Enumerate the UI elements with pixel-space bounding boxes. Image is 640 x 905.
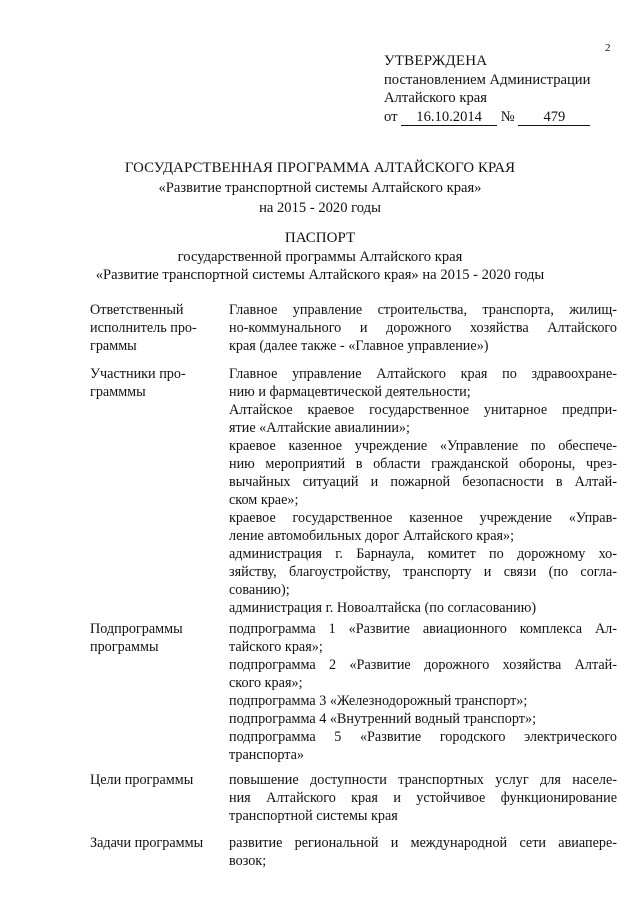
value-line: подпрограмма 5 «Развитие городского электрического <box>229 729 617 745</box>
program-title-line-2: «Развитие транспортной системы Алтайского края» <box>158 180 482 196</box>
row-value <box>229 301 617 355</box>
label-line: грамммы <box>90 384 146 400</box>
date-prefix: от <box>384 108 398 125</box>
approval-number: 479 <box>518 109 590 126</box>
approval-heading: УТВЕРЖДЕНА <box>384 53 488 69</box>
program-title <box>0 158 640 218</box>
passport-line-2: «Развитие транспортной системы Алтайского края» на 2015 - 2020 годы <box>95 267 545 283</box>
row-label <box>90 834 215 852</box>
value-line: Главное управление Алтайского края по здравоохране- <box>229 366 617 382</box>
value-line: зяйству, благоустройству, транспорту и связи (по согла- <box>229 564 617 580</box>
value-line: сованию); <box>229 582 290 598</box>
value-line: транспорта» <box>229 747 305 763</box>
value-line: развитие региональной и международной сети авиапере- <box>229 835 617 851</box>
page-number: 2 <box>605 42 611 54</box>
value-line: администрация г. Барнаула, комитет по дорожному хо- <box>229 546 617 562</box>
label-line: Ответственный <box>90 302 184 318</box>
value-line: нию мероприятий в области гражданской обороны, чрез- <box>229 456 617 472</box>
approval-line-1: постановлением Администрации <box>384 71 591 88</box>
passport-title <box>0 229 640 285</box>
row-label <box>90 301 215 355</box>
value-line: нию и фармацевтической деятельности; <box>229 384 471 400</box>
program-title-line-1: ГОСУДАРСТВЕННАЯ ПРОГРАММА АЛТАЙСКОГО КРАЯ <box>124 160 516 176</box>
value-line: подпрограмма 2 «Развитие дорожного хозяйства Алтай- <box>229 657 617 673</box>
label-line: программы <box>90 639 159 655</box>
approval-line-2: Алтайского края <box>384 90 487 106</box>
value-line: но-коммунального и дорожного хозяйства Алтайского <box>229 320 617 336</box>
passport-heading: ПАСПОРТ <box>284 230 356 246</box>
value-line: вычайных ситуаций и пожарной безопасности в Алтай- <box>229 474 617 490</box>
row-label <box>90 620 215 656</box>
value-line: краевое государственное казенное учреждение «Управ- <box>229 510 617 526</box>
value-line: ском крае»; <box>229 492 299 508</box>
program-title-line-3: на 2015 - 2020 годы <box>259 200 381 216</box>
value-line: краевое казенное учреждение «Управление по обеспече- <box>229 438 617 454</box>
value-line: подпрограмма 1 «Развитие авиационного комплекса Ал- <box>229 621 617 637</box>
label-line: Цели программы <box>90 772 194 788</box>
value-line: повышение доступности транспортных услуг для населе- <box>229 772 617 788</box>
value-line: транспортной системы края <box>229 808 398 824</box>
label-line: Участники про- <box>90 366 186 382</box>
approval-date-line <box>384 108 624 127</box>
row-value <box>229 834 617 870</box>
value-line: администрация г. Новоалтайска (по согласованию) <box>229 600 537 616</box>
row-label <box>90 771 215 789</box>
value-line: подпрограмма 3 «Железнодорожный транспорт»; <box>229 693 528 709</box>
number-prefix: № <box>500 108 515 125</box>
approval-date: 16.10.2014 <box>401 109 497 126</box>
value-line: возок; <box>229 853 267 869</box>
value-line: подпрограмма 4 «Внутренний водный транспорт»; <box>229 711 537 727</box>
row-value <box>229 365 617 617</box>
label-line: исполнитель про- <box>90 320 197 336</box>
value-line: тайского края»; <box>229 639 323 655</box>
row-value <box>229 620 617 764</box>
value-line: ление автомобильных дорог Алтайского края»; <box>229 528 515 544</box>
value-line: края (далее также - «Главное управление») <box>229 338 489 354</box>
value-line: ятие «Алтайские авиалинии»; <box>229 420 410 436</box>
approval-stamp <box>384 52 624 126</box>
label-line: граммы <box>90 338 137 354</box>
label-line: Подпрограммы <box>90 621 183 637</box>
value-line: Главное управление строительства, транспорта, жилищ- <box>229 302 617 318</box>
row-value <box>229 771 617 825</box>
value-line: ния Алтайского края и устойчивое функционирование <box>229 790 617 806</box>
passport-line-1: государственной программы Алтайского края <box>177 248 463 265</box>
value-line: ского края»; <box>229 675 303 691</box>
value-line: Алтайское краевое государственное унитарное предпри- <box>229 402 617 418</box>
label-line: Задачи программы <box>90 835 204 851</box>
row-label <box>90 365 215 401</box>
